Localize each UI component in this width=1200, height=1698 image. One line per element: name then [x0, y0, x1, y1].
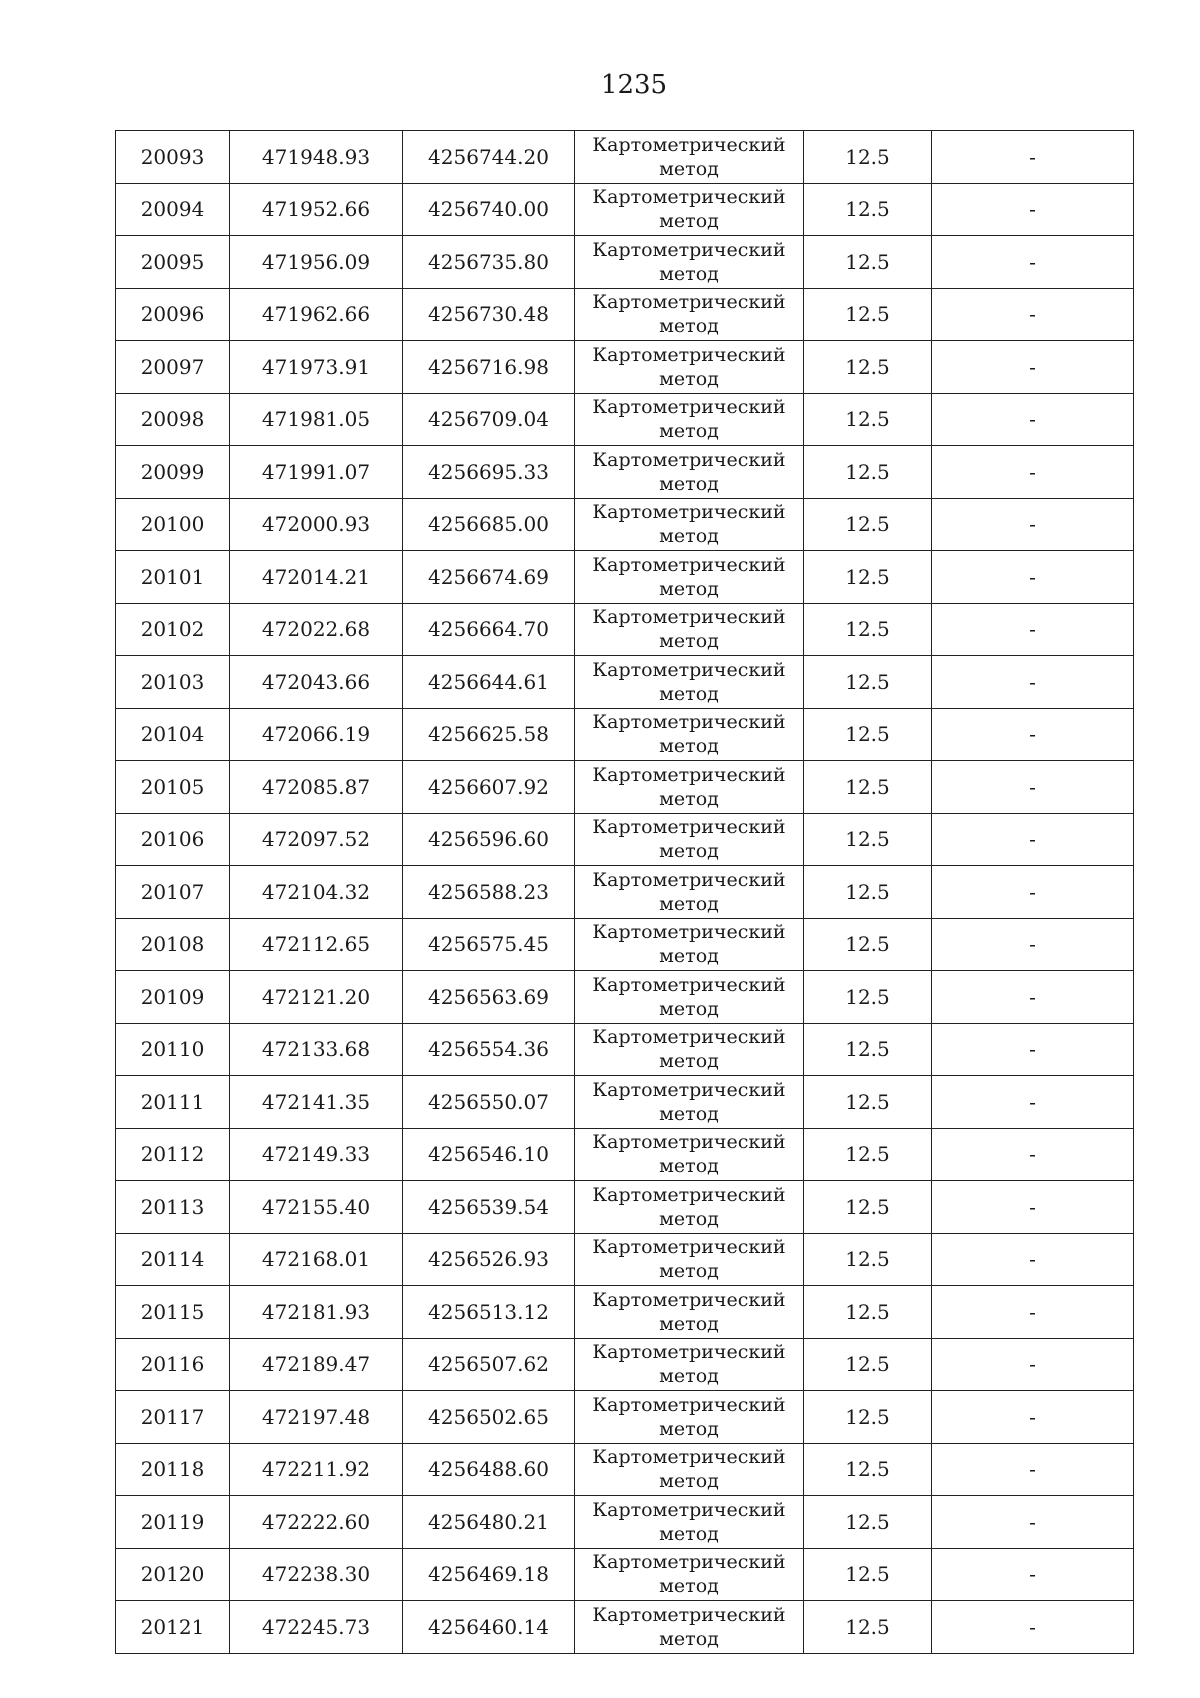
method-cell	[575, 656, 804, 709]
method-cell	[575, 341, 804, 394]
y-coordinate-cell: 4256695.33	[403, 446, 575, 499]
y-coordinate-cell: 4256596.60	[403, 813, 575, 866]
method-line-2: метод	[659, 1312, 719, 1335]
method-line-1: Картометрический	[592, 1551, 786, 1574]
x-coordinate-cell: 472066.19	[230, 708, 403, 761]
table-row	[116, 1286, 1134, 1339]
method-line-2: метод	[659, 997, 719, 1020]
method-line-1: Картометрический	[592, 973, 786, 996]
accuracy-cell: 12.5	[804, 918, 932, 971]
method-cell	[575, 1286, 804, 1339]
y-coordinate-cell: 4256488.60	[403, 1443, 575, 1496]
method-cell	[575, 1233, 804, 1286]
table-row	[116, 183, 1134, 236]
method-cell	[575, 1391, 804, 1444]
note-cell: -	[932, 183, 1134, 236]
accuracy-cell: 12.5	[804, 1391, 932, 1444]
method-line-2: метод	[659, 157, 719, 180]
y-coordinate-cell: 4256513.12	[403, 1286, 575, 1339]
method-cell	[575, 761, 804, 814]
method-line-2: метод	[659, 315, 719, 338]
method-line-1: Картометрический	[592, 133, 786, 156]
method-cell	[575, 183, 804, 236]
y-coordinate-cell: 4256644.61	[403, 656, 575, 709]
accuracy-cell: 12.5	[804, 1128, 932, 1181]
table-row	[116, 708, 1134, 761]
method-cell	[575, 131, 804, 184]
method-cell	[575, 1496, 804, 1549]
page-number: 1235	[600, 70, 668, 100]
method-line-1: Картометрический	[592, 501, 786, 524]
table-row	[116, 498, 1134, 551]
point-number-cell: 20094	[116, 183, 230, 236]
accuracy-cell: 12.5	[804, 393, 932, 446]
x-coordinate-cell: 472141.35	[230, 1076, 403, 1129]
method-line-2: метод	[659, 787, 719, 810]
method-cell	[575, 1338, 804, 1391]
accuracy-cell: 12.5	[804, 1076, 932, 1129]
accuracy-cell: 12.5	[804, 813, 932, 866]
method-line-1: Картометрический	[592, 1446, 786, 1469]
accuracy-cell: 12.5	[804, 603, 932, 656]
accuracy-cell: 12.5	[804, 761, 932, 814]
method-line-1: Картометрический	[592, 291, 786, 314]
accuracy-cell: 12.5	[804, 236, 932, 289]
note-cell: -	[932, 1023, 1134, 1076]
method-line-2: метод	[659, 1417, 719, 1440]
table-row	[116, 288, 1134, 341]
table-row	[116, 1601, 1134, 1654]
note-cell: -	[932, 1338, 1134, 1391]
table-row	[116, 1233, 1134, 1286]
method-cell	[575, 866, 804, 919]
note-cell: -	[932, 1128, 1134, 1181]
method-line-2: метод	[659, 577, 719, 600]
table-row	[116, 236, 1134, 289]
method-cell	[575, 446, 804, 499]
table-row	[116, 131, 1134, 184]
method-line-1: Картометрический	[592, 763, 786, 786]
x-coordinate-cell: 472112.65	[230, 918, 403, 971]
point-number-cell: 20112	[116, 1128, 230, 1181]
x-coordinate-cell: 472155.40	[230, 1181, 403, 1234]
x-coordinate-cell: 472085.87	[230, 761, 403, 814]
table-row	[116, 1128, 1134, 1181]
y-coordinate-cell: 4256526.93	[403, 1233, 575, 1286]
point-number-cell: 20108	[116, 918, 230, 971]
x-coordinate-cell: 471991.07	[230, 446, 403, 499]
accuracy-cell: 12.5	[804, 708, 932, 761]
note-cell: -	[932, 1391, 1134, 1444]
method-line-2: метод	[659, 1470, 719, 1493]
point-number-cell: 20106	[116, 813, 230, 866]
method-line-2: метод	[659, 1050, 719, 1073]
method-line-1: Картометрический	[592, 1393, 786, 1416]
table-row	[116, 813, 1134, 866]
point-number-cell: 20120	[116, 1548, 230, 1601]
method-line-1: Картометрический	[592, 606, 786, 629]
note-cell: -	[932, 708, 1134, 761]
method-cell	[575, 1076, 804, 1129]
accuracy-cell: 12.5	[804, 183, 932, 236]
table-row	[116, 551, 1134, 604]
note-cell: -	[932, 131, 1134, 184]
x-coordinate-cell: 472097.52	[230, 813, 403, 866]
accuracy-cell: 12.5	[804, 656, 932, 709]
x-coordinate-cell: 472104.32	[230, 866, 403, 919]
method-line-1: Картометрический	[592, 396, 786, 419]
note-cell: -	[932, 446, 1134, 499]
y-coordinate-cell: 4256740.00	[403, 183, 575, 236]
x-coordinate-cell: 472245.73	[230, 1601, 403, 1654]
note-cell: -	[932, 918, 1134, 971]
y-coordinate-cell: 4256607.92	[403, 761, 575, 814]
method-line-1: Картометрический	[592, 1131, 786, 1154]
method-line-2: метод	[659, 1575, 719, 1598]
note-cell: -	[932, 288, 1134, 341]
point-number-cell: 20115	[116, 1286, 230, 1339]
y-coordinate-cell: 4256539.54	[403, 1181, 575, 1234]
table-row	[116, 866, 1134, 919]
note-cell: -	[932, 761, 1134, 814]
method-line-2: метод	[659, 420, 719, 443]
method-line-2: метод	[659, 525, 719, 548]
table-row	[116, 1181, 1134, 1234]
point-number-cell: 20107	[116, 866, 230, 919]
method-line-1: Картометрический	[592, 816, 786, 839]
note-cell: -	[932, 498, 1134, 551]
method-line-2: метод	[659, 682, 719, 705]
point-number-cell: 20102	[116, 603, 230, 656]
method-line-2: метод	[659, 1102, 719, 1125]
table-row	[116, 1023, 1134, 1076]
x-coordinate-cell: 471981.05	[230, 393, 403, 446]
method-cell	[575, 1023, 804, 1076]
method-line-2: метод	[659, 262, 719, 285]
method-cell	[575, 551, 804, 604]
point-number-cell: 20096	[116, 288, 230, 341]
point-number-cell: 20114	[116, 1233, 230, 1286]
point-number-cell: 20093	[116, 131, 230, 184]
method-cell	[575, 1601, 804, 1654]
note-cell: -	[932, 393, 1134, 446]
accuracy-cell: 12.5	[804, 1233, 932, 1286]
x-coordinate-cell: 472022.68	[230, 603, 403, 656]
point-number-cell: 20098	[116, 393, 230, 446]
table-row	[116, 603, 1134, 656]
point-number-cell: 20105	[116, 761, 230, 814]
accuracy-cell: 12.5	[804, 551, 932, 604]
table-row	[116, 341, 1134, 394]
method-cell	[575, 393, 804, 446]
method-line-2: метод	[659, 1155, 719, 1178]
note-cell: -	[932, 236, 1134, 289]
point-number-cell: 20111	[116, 1076, 230, 1129]
accuracy-cell: 12.5	[804, 1338, 932, 1391]
accuracy-cell: 12.5	[804, 1286, 932, 1339]
x-coordinate-cell: 472168.01	[230, 1233, 403, 1286]
method-line-2: метод	[659, 1365, 719, 1388]
method-line-1: Картометрический	[592, 711, 786, 734]
y-coordinate-cell: 4256575.45	[403, 918, 575, 971]
point-number-cell: 20121	[116, 1601, 230, 1654]
x-coordinate-cell: 472149.33	[230, 1128, 403, 1181]
method-cell	[575, 1443, 804, 1496]
accuracy-cell: 12.5	[804, 1443, 932, 1496]
table-row	[116, 971, 1134, 1024]
note-cell: -	[932, 341, 1134, 394]
x-coordinate-cell: 471962.66	[230, 288, 403, 341]
point-number-cell: 20100	[116, 498, 230, 551]
table-row	[116, 1443, 1134, 1496]
point-number-cell: 20097	[116, 341, 230, 394]
method-cell	[575, 288, 804, 341]
coordinates-table	[115, 130, 1134, 1654]
method-cell	[575, 708, 804, 761]
method-line-1: Картометрический	[592, 1341, 786, 1364]
x-coordinate-cell: 472189.47	[230, 1338, 403, 1391]
accuracy-cell: 12.5	[804, 1181, 932, 1234]
method-line-1: Картометрический	[592, 448, 786, 471]
y-coordinate-cell: 4256563.69	[403, 971, 575, 1024]
accuracy-cell: 12.5	[804, 498, 932, 551]
point-number-cell: 20095	[116, 236, 230, 289]
note-cell: -	[932, 603, 1134, 656]
table-row	[116, 1338, 1134, 1391]
y-coordinate-cell: 4256735.80	[403, 236, 575, 289]
y-coordinate-cell: 4256554.36	[403, 1023, 575, 1076]
method-line-1: Картометрический	[592, 1078, 786, 1101]
x-coordinate-cell: 472133.68	[230, 1023, 403, 1076]
y-coordinate-cell: 4256502.65	[403, 1391, 575, 1444]
x-coordinate-cell: 472238.30	[230, 1548, 403, 1601]
x-coordinate-cell: 472181.93	[230, 1286, 403, 1339]
y-coordinate-cell: 4256460.14	[403, 1601, 575, 1654]
point-number-cell: 20116	[116, 1338, 230, 1391]
y-coordinate-cell: 4256716.98	[403, 341, 575, 394]
note-cell: -	[932, 1286, 1134, 1339]
y-coordinate-cell: 4256480.21	[403, 1496, 575, 1549]
accuracy-cell: 12.5	[804, 866, 932, 919]
point-number-cell: 20117	[116, 1391, 230, 1444]
x-coordinate-cell: 472000.93	[230, 498, 403, 551]
method-line-1: Картометрический	[592, 658, 786, 681]
x-coordinate-cell: 471952.66	[230, 183, 403, 236]
point-number-cell: 20119	[116, 1496, 230, 1549]
y-coordinate-cell: 4256546.10	[403, 1128, 575, 1181]
x-coordinate-cell: 472211.92	[230, 1443, 403, 1496]
method-line-2: метод	[659, 892, 719, 915]
method-cell	[575, 1128, 804, 1181]
note-cell: -	[932, 1496, 1134, 1549]
method-line-2: метод	[659, 840, 719, 863]
point-number-cell: 20099	[116, 446, 230, 499]
table-row	[116, 1496, 1134, 1549]
accuracy-cell: 12.5	[804, 1548, 932, 1601]
method-line-1: Картометрический	[592, 186, 786, 209]
method-line-2: метод	[659, 1260, 719, 1283]
method-line-2: метод	[659, 210, 719, 233]
y-coordinate-cell: 4256550.07	[403, 1076, 575, 1129]
method-line-2: метод	[659, 367, 719, 390]
x-coordinate-cell: 472121.20	[230, 971, 403, 1024]
method-line-2: метод	[659, 1627, 719, 1650]
point-number-cell: 20109	[116, 971, 230, 1024]
method-cell	[575, 603, 804, 656]
method-line-1: Картометрический	[592, 343, 786, 366]
x-coordinate-cell: 472043.66	[230, 656, 403, 709]
method-line-2: метод	[659, 1207, 719, 1230]
table-row	[116, 656, 1134, 709]
note-cell: -	[932, 1181, 1134, 1234]
note-cell: -	[932, 866, 1134, 919]
note-cell: -	[932, 551, 1134, 604]
method-line-1: Картометрический	[592, 921, 786, 944]
table-row	[116, 1548, 1134, 1601]
method-line-1: Картометрический	[592, 1183, 786, 1206]
method-line-1: Картометрический	[592, 1603, 786, 1626]
method-line-2: метод	[659, 630, 719, 653]
method-line-2: метод	[659, 472, 719, 495]
point-number-cell: 20104	[116, 708, 230, 761]
note-cell: -	[932, 656, 1134, 709]
y-coordinate-cell: 4256507.62	[403, 1338, 575, 1391]
table-row	[116, 1076, 1134, 1129]
point-number-cell: 20110	[116, 1023, 230, 1076]
x-coordinate-cell: 472222.60	[230, 1496, 403, 1549]
accuracy-cell: 12.5	[804, 446, 932, 499]
x-coordinate-cell: 471956.09	[230, 236, 403, 289]
table-row	[116, 761, 1134, 814]
point-number-cell: 20118	[116, 1443, 230, 1496]
point-number-cell: 20113	[116, 1181, 230, 1234]
method-cell	[575, 498, 804, 551]
note-cell: -	[932, 971, 1134, 1024]
table-row	[116, 393, 1134, 446]
accuracy-cell: 12.5	[804, 971, 932, 1024]
accuracy-cell: 12.5	[804, 341, 932, 394]
accuracy-cell: 12.5	[804, 1496, 932, 1549]
x-coordinate-cell: 472197.48	[230, 1391, 403, 1444]
method-cell	[575, 971, 804, 1024]
note-cell: -	[932, 1076, 1134, 1129]
point-number-cell: 20103	[116, 656, 230, 709]
y-coordinate-cell: 4256674.69	[403, 551, 575, 604]
method-line-1: Картометрический	[592, 1026, 786, 1049]
method-line-2: метод	[659, 735, 719, 758]
note-cell: -	[932, 1443, 1134, 1496]
accuracy-cell: 12.5	[804, 1601, 932, 1654]
method-line-2: метод	[659, 1522, 719, 1545]
y-coordinate-cell: 4256664.70	[403, 603, 575, 656]
method-cell	[575, 1548, 804, 1601]
accuracy-cell: 12.5	[804, 1023, 932, 1076]
method-cell	[575, 918, 804, 971]
method-cell	[575, 236, 804, 289]
accuracy-cell: 12.5	[804, 288, 932, 341]
method-line-1: Картометрический	[592, 238, 786, 261]
y-coordinate-cell: 4256709.04	[403, 393, 575, 446]
method-line-1: Картометрический	[592, 1498, 786, 1521]
method-line-1: Картометрический	[592, 1288, 786, 1311]
x-coordinate-cell: 471973.91	[230, 341, 403, 394]
table-row	[116, 918, 1134, 971]
table-row	[116, 446, 1134, 499]
y-coordinate-cell: 4256625.58	[403, 708, 575, 761]
method-cell	[575, 813, 804, 866]
x-coordinate-cell: 472014.21	[230, 551, 403, 604]
note-cell: -	[932, 1233, 1134, 1286]
y-coordinate-cell: 4256685.00	[403, 498, 575, 551]
method-line-1: Картометрический	[592, 1236, 786, 1259]
y-coordinate-cell: 4256744.20	[403, 131, 575, 184]
method-line-2: метод	[659, 945, 719, 968]
point-number-cell: 20101	[116, 551, 230, 604]
note-cell: -	[932, 1548, 1134, 1601]
method-line-1: Картометрический	[592, 868, 786, 891]
note-cell: -	[932, 813, 1134, 866]
accuracy-cell: 12.5	[804, 131, 932, 184]
x-coordinate-cell: 471948.93	[230, 131, 403, 184]
y-coordinate-cell: 4256588.23	[403, 866, 575, 919]
method-line-1: Картометрический	[592, 553, 786, 576]
y-coordinate-cell: 4256469.18	[403, 1548, 575, 1601]
method-cell	[575, 1181, 804, 1234]
note-cell: -	[932, 1601, 1134, 1654]
y-coordinate-cell: 4256730.48	[403, 288, 575, 341]
table-row	[116, 1391, 1134, 1444]
